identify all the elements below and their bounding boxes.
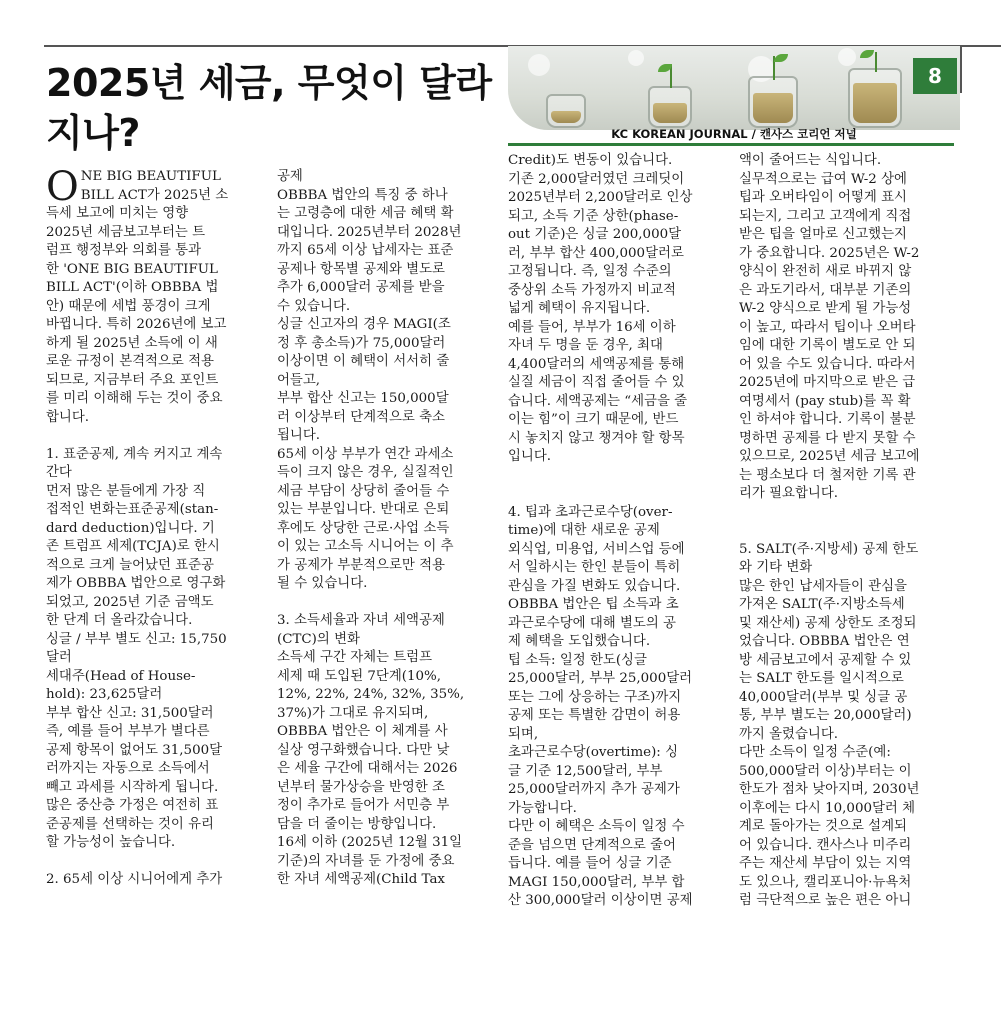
- text-line: NE BIG BEAUTIFUL: [80, 169, 221, 184]
- text-line: 여명세서 (pay stub)를 꼭 확: [739, 393, 911, 409]
- text-line: BILL ACT'(이하 OBBBA 법: [46, 280, 219, 295]
- text-line: 액이 줄어드는 식입니다.: [739, 153, 882, 168]
- text-line: 즉, 예를 들어 부부가 별다른: [46, 724, 210, 739]
- text-line: 한 'ONE BIG BEAUTIFUL: [46, 261, 218, 277]
- text-line: 년부터 물가상승을 반영한 조: [277, 779, 445, 795]
- text-line: 공제 또는 특별한 감면이 허용: [508, 708, 681, 723]
- text-line: 예를 들어, 부부가 16세 이하: [508, 319, 676, 335]
- text-line: [46, 853, 262, 872]
- text-line: 먼저 많은 분들에게 가장 직: [46, 483, 206, 499]
- text-line: 2025년부터 2,200달러로 인상: [508, 190, 693, 205]
- article-headline: [46, 58, 496, 158]
- text-line: 한 단계 더 올라갔습니다.: [46, 613, 193, 628]
- text-line: 후에도 상당한 근로·사업 소득: [277, 520, 450, 536]
- text-line: 3. 소득세율과 자녀 세액공제: [277, 613, 445, 628]
- text-line: 로운 규정이 본격적으로 적용: [46, 354, 214, 369]
- text-line: 접적인 변화는표준공제(stan-: [46, 502, 219, 517]
- text-line: 가 공제가 부분적으로만 적용: [277, 557, 445, 573]
- text-line: 습니다. 세액공제는 “세금을 줄: [508, 393, 688, 409]
- text-line: 준을 넘으면 단계적으로 줄어: [508, 837, 676, 853]
- text-line: 러까지는 자동으로 소득에서: [46, 761, 210, 776]
- text-line: 이후에는 다시 10,000달러 체: [739, 800, 916, 816]
- text-line: 리가 필요합니다.: [739, 486, 839, 501]
- text-line: 간다: [46, 465, 72, 480]
- text-line: (CTC)의 변화: [277, 631, 360, 647]
- text-line: 통, 부부 별도는 20,000달러): [739, 708, 912, 723]
- text-line: 듭니다. 예를 들어 싱글 기준: [508, 856, 672, 871]
- text-line: 득이 크지 않은 경우, 실질적인: [277, 465, 454, 480]
- text-line: 한도가 점차 낮아지며, 2030년: [739, 782, 920, 797]
- text-line: 팁 소득: 일정 한도(싱글: [508, 652, 647, 668]
- text-line: [739, 522, 955, 541]
- text-line: 부부 합산 신고는 150,000달: [277, 391, 449, 406]
- text-line: 산 300,000달러 이상이면 공제: [508, 893, 693, 908]
- text-line: 많은 중산층 가정은 여전히 표: [46, 798, 219, 813]
- text-line: 실질 세금이 직접 줄어들 수 있: [508, 375, 685, 390]
- text-line: 준공제를 선택하는 것이 유리: [46, 816, 214, 832]
- text-line: 할 가능성이 높습니다.: [46, 835, 176, 850]
- text-line: 담을 더 줄이는 방향입니다.: [277, 816, 437, 832]
- text-line: 세제 때 도입된 7단계(10%,: [277, 668, 442, 684]
- text-line: 4. 팁과 초과근로수당(over-: [508, 504, 673, 520]
- top-right-rule: [960, 45, 962, 93]
- text-line: 바뀝니다. 특히 2026년에 보고: [46, 317, 227, 332]
- text-line: 는 SALT 한도를 일시적으로: [739, 671, 904, 686]
- text-line: 40,000달러(부부 및 싱글 공: [739, 689, 908, 705]
- text-line: 싱글 신고자의 경우 MAGI(조: [277, 317, 451, 332]
- text-line: 다만 이 혜택은 소득이 일정 수: [508, 819, 685, 834]
- text-line: [739, 504, 955, 523]
- text-line: 인 하셔야 합니다. 기록이 불분: [739, 412, 916, 427]
- text-line: 많은 한인 납세자들이 관심을: [739, 578, 907, 594]
- text-line: OBBBA 법안은 이 체계를 사: [277, 724, 448, 739]
- text-line: 37%)가 그대로 유지되며,: [277, 705, 429, 721]
- text-line: 자녀 두 명을 둔 경우, 최대: [508, 338, 663, 353]
- text-line: 추가 6,000달러 공제를 받을: [277, 280, 445, 295]
- text-line: 럼 극단적으로 높은 편은 아니: [739, 893, 912, 908]
- text-line: 은 세율 구간에 대해서는 2026: [277, 761, 458, 776]
- headline-line-2: 지나?: [46, 111, 140, 155]
- text-line: 수 있습니다.: [277, 298, 351, 314]
- text-line: 되었고, 2025년 기준 금액도: [46, 594, 214, 610]
- text-line: 어들고,: [277, 372, 321, 388]
- text-line: OBBBA 법안은 팁 소득과 초: [508, 597, 679, 612]
- text-line: 명하면 공제를 다 받지 못할 수: [739, 430, 916, 446]
- text-line: 세금 부담이 상당히 줄어들 수: [277, 483, 450, 499]
- text-line: 됩니다.: [277, 428, 321, 443]
- text-line: 는 평소보다 더 철저한 기록 관: [739, 467, 916, 483]
- text-line: 공제나 항목별 공제와 별도로: [277, 261, 445, 277]
- article-column-4: [739, 152, 955, 911]
- text-line: 서 일하시는 한인 분들이 특히: [508, 560, 681, 575]
- headline-line-1: 2025년 세금, 무엇이 달라: [46, 61, 492, 105]
- text-line: 팁과 오버타임이 어떻게 표시: [739, 190, 907, 205]
- text-line: 될 수 있습니다.: [277, 576, 368, 591]
- text-line: 및 재산세) 공제 상한도 조정되: [739, 615, 917, 631]
- text-line: 달러: [46, 650, 72, 665]
- text-line: 은 과도기라서, 대부분 기존의: [739, 282, 912, 298]
- text-line: 500,000달러 이상)부터는 이: [739, 763, 912, 779]
- text-line: 러 이상부터 단계적으로 축소: [277, 409, 445, 425]
- text-line: dard deduction)입니다. 기: [46, 520, 215, 536]
- text-line: 와 기타 변화: [739, 560, 813, 575]
- text-line: 정이 추가로 들어가 서민층 부: [277, 798, 450, 813]
- text-line: 있는 부분입니다. 반대로 은퇴: [277, 502, 450, 517]
- text-line: 이는 힘”이 크기 때문에, 반드: [508, 412, 679, 427]
- text-line: 되고, 소득 기준 상한(phase-: [508, 208, 679, 224]
- text-line: 2025년 세금보고부터는 트: [46, 224, 206, 240]
- page-number-badge: 8: [913, 58, 957, 94]
- text-line: BILL ACT가 2025년 소: [80, 187, 229, 203]
- text-line: MAGI 150,000달러, 부부 합: [508, 874, 685, 890]
- text-line: 정 후 총소득)가 75,000달러: [277, 335, 446, 351]
- text-line: 존 트럼프 세제(TCJA)로 한시: [46, 539, 220, 554]
- text-line: 중상위 소득 가정까지 비교적: [508, 282, 676, 298]
- text-line: 16세 이하 (2025년 12월 31일: [277, 835, 463, 850]
- text-line: 기존 2,000달러였던 크레딧이: [508, 171, 685, 187]
- text-line: 안) 때문에 세법 풍경이 크게: [46, 298, 211, 314]
- text-line: 주는 재산세 부담이 있는 지역: [739, 856, 912, 871]
- text-line: 25,000달러까지 추가 공제가: [508, 782, 680, 797]
- text-line: [277, 594, 493, 613]
- text-line: 기준)의 자녀를 둔 가정에 중요: [277, 853, 455, 869]
- text-line: 가져온 SALT(주·지방소득세: [739, 597, 905, 612]
- text-line: Credit)도 변동이 있습니다.: [508, 153, 673, 168]
- text-line: 가 중요합니다. 2025년은 W-2: [739, 245, 920, 261]
- text-line: 빼고 과세를 시작하게 됩니다.: [46, 779, 219, 795]
- text-line: 되며,: [508, 726, 539, 742]
- journal-rule: [508, 143, 954, 146]
- text-line: 까지 올렸습니다.: [739, 726, 839, 742]
- text-line: 방 세금보고에서 공제할 수 있: [739, 652, 912, 668]
- text-line: 계로 돌아가는 것으로 설계되: [739, 819, 907, 834]
- money-jar-banner-image: [508, 46, 960, 130]
- text-line: 득세 보고에 미치는 영향: [46, 206, 189, 221]
- text-line: 2. 65세 이상 시니어에게 추가: [46, 872, 223, 887]
- text-line: 시 놓치지 않고 챙겨야 할 항목: [508, 430, 685, 446]
- text-line: 어 있습니다. 캔사스나 미주리: [739, 837, 912, 853]
- article-column-3: [508, 152, 724, 911]
- text-line: 어 있을 수도 있습니다. 따라서: [739, 356, 916, 372]
- text-line: 럼프 행정부와 의회를 통과: [46, 243, 202, 258]
- text-line: 었습니다. OBBBA 법안은 연: [739, 634, 910, 649]
- article-column-2: [277, 168, 493, 890]
- text-line: 임에 대한 기록이 별도로 안 되: [739, 338, 916, 353]
- text-line: 세대주(Head of House-: [46, 668, 196, 684]
- text-line: 65세 이상 부부가 연간 과세소: [277, 446, 454, 462]
- text-line: 실상 영구화했습니다. 다만 낮: [277, 742, 450, 758]
- text-line: 공제: [277, 169, 303, 184]
- text-line: 도 있으나, 캘리포니아·뉴욕처: [739, 874, 912, 890]
- text-line: 입니다.: [508, 449, 552, 464]
- sprout-icon: [860, 50, 874, 58]
- sprout-icon: [774, 54, 788, 62]
- text-line: 실무적으로는 급여 W-2 상에: [739, 171, 907, 187]
- text-line: 1. 표준공제, 계속 커지고 계속: [46, 446, 223, 462]
- jar-icon: [848, 68, 902, 128]
- text-line: hold): 23,625달러: [46, 687, 163, 702]
- text-line: 하게 될 2025년 소득에 이 새: [46, 335, 218, 351]
- text-line: 넓게 혜택이 유지됩니다.: [508, 301, 651, 316]
- text-line: 있으므로, 2025년 세금 보고에: [739, 449, 920, 464]
- jar-icon: [648, 86, 692, 128]
- text-line: OBBBA 법안의 특징 중 하나: [277, 187, 448, 203]
- text-line: 초과근로수당(overtime): 싱: [508, 745, 679, 760]
- text-line: 5. SALT(주·지방세) 공제 한도: [739, 541, 919, 557]
- text-line: 합니다.: [46, 409, 90, 425]
- text-line: 외식업, 미용업, 서비스업 등에: [508, 541, 685, 557]
- text-line: 부부 합산 신고: 31,500달러: [46, 705, 214, 721]
- text-line: 소득세 구간 자체는 트럼프: [277, 650, 433, 665]
- text-line: 대입니다. 2025년부터 2028년: [277, 224, 462, 240]
- text-line: 되므로, 지금부터 주요 포인트: [46, 372, 219, 388]
- text-line: out 기준)은 싱글 200,000달: [508, 227, 682, 242]
- text-line: 양식이 완전히 새로 바뀌지 않: [739, 264, 912, 279]
- text-line: [508, 467, 724, 486]
- text-line: [46, 427, 262, 446]
- text-line: 이상이면 이 혜택이 서서히 줄: [277, 354, 450, 369]
- article-column-1: [46, 164, 262, 890]
- text-line: 과근로수당에 대해 별도의 공: [508, 615, 676, 631]
- text-line: 공제 항목이 없어도 31,500달: [46, 742, 223, 758]
- text-line: 2025년에 마지막으로 받은 급: [739, 375, 916, 390]
- text-line: W-2 양식으로 받게 될 가능성: [739, 301, 912, 316]
- journal-name: KC KOREAN JOURNAL / 캔사스 코리언 저널: [611, 127, 857, 141]
- text-line: 한 자녀 세액공제(Child Tax: [277, 872, 445, 887]
- text-line: 관심을 가질 변화도 있습니다.: [508, 578, 681, 594]
- text-line: 다만 소득이 일정 수준(예:: [739, 745, 891, 760]
- text-line: 는 고령층에 대한 세금 혜택 확: [277, 206, 454, 221]
- text-line: 적으로 크게 늘어났던 표준공: [46, 557, 214, 573]
- text-line: 싱글 / 부부 별도 신고: 15,750: [46, 631, 227, 647]
- text-line: 12%, 22%, 24%, 32%, 35%,: [277, 687, 465, 702]
- text-line: 또는 그에 상응하는 구조)까지: [508, 689, 682, 705]
- text-line: 25,000달러, 부부 25,000달러: [508, 671, 693, 686]
- text-line: time)에 대한 새로운 공제: [508, 523, 660, 538]
- text-line: 되는지, 그리고 고객에게 직접: [739, 208, 912, 224]
- text-line: 를 미리 이해해 두는 것이 중요: [46, 391, 223, 406]
- text-line: 이 있는 고소득 시니어는 이 추: [277, 539, 454, 554]
- text-line: 4,400달러의 세액공제를 통해: [508, 356, 685, 372]
- jar-icon: [546, 94, 586, 128]
- text-line: 이 높고, 따라서 팁이나 오버타: [739, 319, 916, 335]
- text-line: 고정됩니다. 즉, 일정 수준의: [508, 264, 672, 279]
- text-line: 러, 부부 합산 400,000달러로: [508, 245, 684, 261]
- text-line: 까지 65세 이상 납세자는 표준: [277, 243, 454, 258]
- text-line: 받은 팁을 얼마로 신고했는지: [739, 227, 907, 242]
- jar-icon: [748, 76, 798, 128]
- text-line: 제가 OBBBA 법안으로 영구화: [46, 576, 226, 591]
- text-line: 가능합니다.: [508, 800, 577, 816]
- text-line: [508, 485, 724, 504]
- text-line: 제 혜택을 도입했습니다.: [508, 634, 651, 649]
- drop-cap: O: [46, 164, 79, 210]
- text-line: 글 기준 12,500달러, 부부: [508, 763, 663, 779]
